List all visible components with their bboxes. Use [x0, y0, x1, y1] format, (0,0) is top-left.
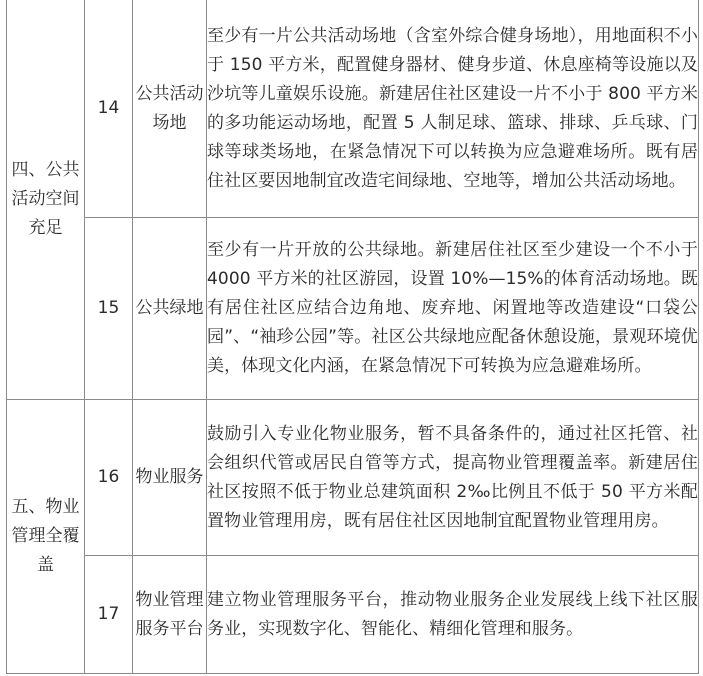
item-number: 17 [85, 556, 133, 674]
item-number: 15 [85, 218, 133, 400]
item-number: 14 [85, 0, 133, 218]
item-name: 物业服务 [133, 400, 207, 556]
item-name: 公共绿地 [133, 218, 207, 400]
item-number: 16 [85, 400, 133, 556]
table-row [7, 400, 699, 556]
community-standards-table [6, 0, 699, 674]
item-description: 至少有一片开放的公共绿地。新建居住社区至少建设一个不小于 4000 平方米的社区游园，设置 10%—15%的体育活动场地。既有居住社区应结合边角地、废弃地、闲置地等改造建设“口袋公园”、“袖珍公园”等。社区公共绿地应配备休憩设施，景观环境优美，体现文化内涵，在紧急情况下可转换为应急避难场所。 [207, 218, 699, 400]
category-cell: 四、公共活动空间充足 [7, 0, 85, 400]
table-row [7, 556, 699, 674]
item-description: 鼓励引入专业化物业服务，暂不具备条件的，通过社区托管、社会组织代管或居民自管等方式，提高物业管理覆盖率。新建居住社区按照不低于物业总建筑面积 2‰比例且不低于 50 平方米配置物业管理用房，既有居住社区因地制宜配置物业管理用房。 [207, 400, 699, 556]
item-name: 物业管理服务平台 [133, 556, 207, 674]
item-description: 建立物业管理服务平台，推动物业服务企业发展线上线下社区服务业，实现数字化、智能化、精细化管理和服务。 [207, 556, 699, 674]
item-description: 至少有一片公共活动场地（含室外综合健身场地），用地面积不小于 150 平方米，配置健身器材、健身步道、休息座椅等设施以及沙坑等儿童娱乐设施。新建居住社区建设一片不小于 800 平方米的多功能运动场地，配置 5 人制足球、篮球、排球、乒乓球、门球等球类场地，在紧急情况下可以转换为应急避难场所。既有居住社区要因地制宜改造宅间绿地、空地等，增加公共活动场地。 [207, 0, 699, 218]
category-cell: 五、物业管理全覆盖 [7, 400, 85, 674]
item-name: 公共活动场地 [133, 0, 207, 218]
table-row [7, 0, 699, 218]
table-row [7, 218, 699, 400]
